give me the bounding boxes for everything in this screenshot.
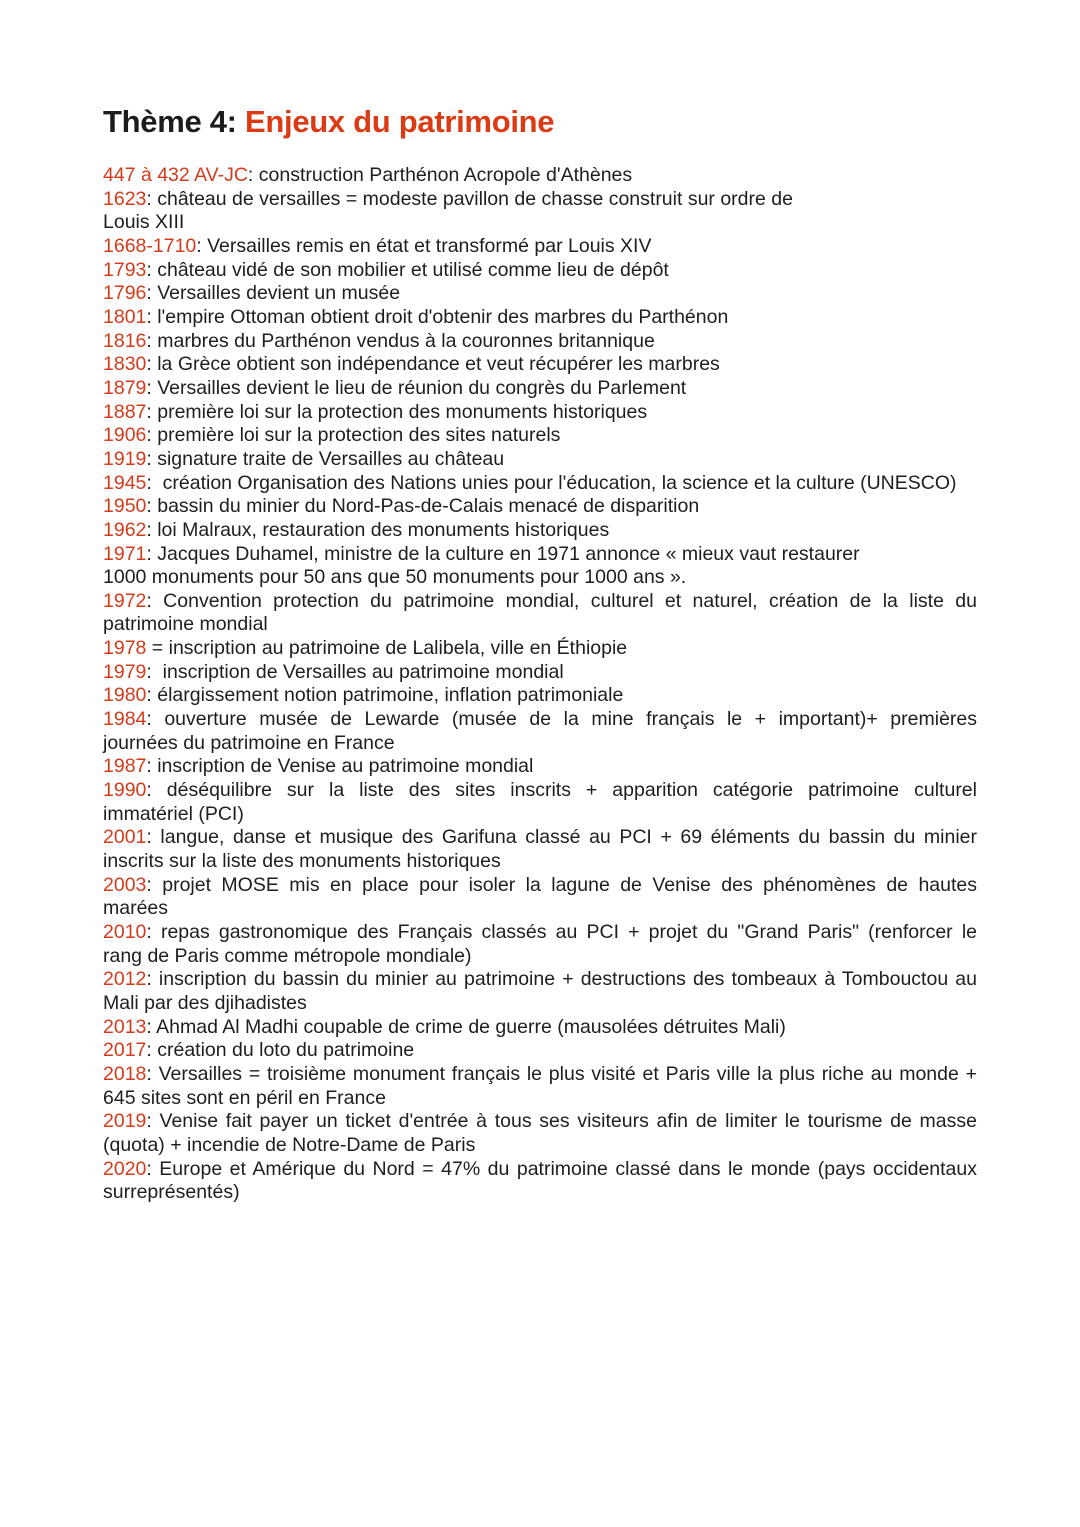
timeline-entry-date: 1984	[103, 708, 147, 731]
timeline-entry-text: : première loi sur la protection des sites naturels	[146, 424, 561, 447]
timeline-entry-first-line	[103, 164, 977, 188]
timeline-entry-date: 1816	[103, 329, 147, 352]
timeline-entry	[103, 921, 977, 968]
timeline-entry-date: 1987	[103, 755, 147, 778]
timeline-entry	[103, 1110, 977, 1157]
timeline-entry-text: : Versailles devient le lieu de réunion du congrès du Parlement	[146, 376, 687, 399]
timeline-entry-cont-line: marées	[103, 897, 169, 920]
timeline-entry-text: : Ahmad Al Madhi coupable de crime de guerre (mausolées détruites Mali)	[146, 1015, 786, 1038]
timeline-entry-first-line	[103, 282, 977, 306]
timeline-entry	[103, 590, 977, 637]
timeline-entry-date: 1945	[103, 471, 147, 494]
timeline-entry-cont-line: immatériel (PCI)	[103, 802, 244, 825]
timeline-entry-date: 1668-1710	[103, 234, 197, 257]
timeline-entry-text: : création Organisation des Nations unies pour l'éducation, la science et la culture (UNESCO)	[146, 471, 957, 494]
timeline-entry-cont-line: rang de Paris comme métropole mondiale)	[103, 944, 472, 967]
timeline-entry-cont-line: 645 sites sont en péril en France	[103, 1086, 386, 1109]
timeline-entry-date: 1919	[103, 447, 147, 470]
timeline-entry-text: : Versailles = troisième monument français le plus visité et Paris ville la plus riche au monde +	[146, 1062, 977, 1085]
timeline-entry-first-line	[103, 377, 977, 401]
timeline-entry-text: : Jacques Duhamel, ministre de la culture en 1971 annonce « mieux vaut restaurer	[146, 542, 860, 565]
timeline-entry	[103, 424, 977, 448]
timeline-entry-first-line	[103, 1063, 977, 1087]
timeline-entry	[103, 543, 977, 590]
timeline-entry-text: : inscription du bassin du minier au patrimoine + destructions des tombeaux à Tombouctou au	[146, 968, 977, 991]
timeline-entry-first-line	[103, 755, 977, 779]
timeline-entry	[103, 495, 977, 519]
timeline-entry	[103, 637, 977, 661]
page-title-prefix: Thème 4:	[103, 104, 246, 139]
timeline-entry-first-line	[103, 259, 977, 283]
timeline-entry-text: : création du loto du patrimoine	[146, 1039, 415, 1062]
timeline-entry	[103, 306, 977, 330]
timeline-entry-date: 2010	[103, 921, 147, 943]
timeline-entry-cont-line: inscrits sur la liste des monuments historiques	[103, 850, 501, 873]
timeline-entry	[103, 353, 977, 377]
timeline-entry-first-line	[103, 874, 977, 898]
timeline-entry-date: 1980	[103, 684, 147, 707]
timeline-entry	[103, 282, 977, 306]
timeline-entry-date: 1972	[103, 589, 147, 612]
timeline-entry	[103, 519, 977, 543]
timeline-entry-text: : Europe et Amérique du Nord = 47% du patrimoine classé dans le monde (pays occidentaux	[146, 1157, 977, 1180]
timeline-entry-first-line	[103, 1158, 977, 1182]
timeline-entry-text: : bassin du minier du Nord-Pas-de-Calais menacé de disparition	[146, 495, 700, 518]
timeline-entry	[103, 188, 977, 235]
timeline-entry-date: 1879	[103, 376, 147, 399]
timeline-entry-first-line	[103, 472, 977, 496]
timeline-entry-text: : projet MOSE mis en place pour isoler la lagune de Venise des phénomènes de hautes	[146, 873, 977, 896]
timeline-entry	[103, 401, 977, 425]
timeline-entry	[103, 164, 977, 188]
timeline-entry-first-line	[103, 424, 977, 448]
timeline-entry-first-line	[103, 708, 977, 732]
timeline-entry-date: 1990	[103, 779, 147, 802]
timeline-entry-first-line	[103, 448, 977, 472]
timeline-entry-text: : Convention protection du patrimoine mondial, culturel et naturel, création de la liste du	[146, 589, 977, 612]
timeline-entry-first-line	[103, 401, 977, 425]
timeline-entry-text: = inscription au patrimoine de Lalibela, ville en Éthiopie	[146, 637, 628, 660]
timeline-entry-cont-line: Louis XIII	[103, 211, 185, 234]
timeline-entry	[103, 779, 977, 826]
timeline-entry-first-line	[103, 968, 977, 992]
timeline-entry-date: 2020	[103, 1157, 147, 1180]
timeline-entry	[103, 826, 977, 873]
timeline-entry-first-line	[103, 779, 977, 803]
timeline-entry-first-line	[103, 1016, 977, 1040]
timeline-entry	[103, 684, 977, 708]
timeline-entry-date: 1830	[103, 353, 147, 376]
timeline-entry-first-line	[103, 590, 977, 614]
timeline-entry-text: : Venise fait payer un ticket d'entrée à tous ses visiteurs afin de limiter le tourisme de masse	[146, 1110, 977, 1133]
timeline-entry-text: : l'empire Ottoman obtient droit d'obtenir des marbres du Parthénon	[146, 305, 729, 328]
timeline-entry-text: : langue, danse et musique des Garifuna classé au PCI + 69 éléments du bassin du minier	[146, 826, 977, 849]
timeline-entry-first-line	[103, 637, 977, 661]
timeline-entry-first-line	[103, 661, 977, 685]
timeline-entry-text: : élargissement notion patrimoine, inflation patrimoniale	[146, 684, 624, 707]
timeline-entry-first-line	[103, 921, 977, 945]
page-title-highlight: Enjeux du patrimoine	[245, 104, 555, 139]
timeline-entry-text: : ouverture musée de Lewarde (musée de la mine français le + important)+ premières	[146, 708, 977, 731]
timeline-entry-first-line	[103, 1039, 977, 1063]
timeline-entry-text: : loi Malraux, restauration des monuments historiques	[146, 518, 610, 541]
timeline-entry-text: : construction Parthénon Acropole d'Athènes	[247, 164, 633, 186]
timeline-entry	[103, 1063, 977, 1110]
timeline-entry-first-line	[103, 188, 977, 212]
timeline-entry-date: 1971	[103, 542, 147, 565]
timeline-entry-date: 1887	[103, 400, 147, 423]
timeline-entry-text: : signature traite de Versailles au château	[146, 447, 505, 470]
timeline-entry-first-line	[103, 684, 977, 708]
timeline-entry	[103, 472, 977, 496]
timeline-entry	[103, 968, 977, 1015]
timeline-entry	[103, 259, 977, 283]
timeline-entry-cont-line: journées du patrimoine en France	[103, 731, 395, 754]
timeline-entry-cont-line: surreprésentés)	[103, 1181, 240, 1204]
timeline-entry-first-line	[103, 519, 977, 543]
timeline-entry-date: 2018	[103, 1062, 147, 1085]
timeline-entry-first-line	[103, 306, 977, 330]
timeline-entry-date: 2013	[103, 1015, 147, 1038]
timeline	[103, 164, 977, 1205]
timeline-entry-text: : château vidé de son mobilier et utilisé comme lieu de dépôt	[146, 258, 669, 281]
timeline-entry-first-line	[103, 1110, 977, 1134]
timeline-entry-date: 1978	[103, 637, 147, 660]
timeline-entry-date: 1801	[103, 305, 147, 328]
timeline-entry-date: 2017	[103, 1039, 147, 1062]
timeline-entry	[103, 755, 977, 779]
timeline-entry-date: 2019	[103, 1110, 147, 1133]
timeline-entry-first-line	[103, 235, 977, 259]
timeline-entry-first-line	[103, 495, 977, 519]
timeline-entry	[103, 1039, 977, 1063]
timeline-entry	[103, 708, 977, 755]
timeline-entry-date: 1979	[103, 660, 147, 683]
timeline-entry-text: : inscription de Venise au patrimoine mondial	[146, 755, 534, 778]
timeline-entry-text: : Versailles remis en état et transformé par Louis XIV	[196, 234, 652, 257]
timeline-entry-date: 447 à 432 AV-JC	[103, 164, 248, 186]
timeline-entry	[103, 448, 977, 472]
timeline-entry-text: : la Grèce obtient son indépendance et veut récupérer les marbres	[146, 353, 720, 376]
timeline-entry-cont-line: Mali par des djihadistes	[103, 991, 307, 1014]
timeline-entry-cont-line: patrimoine mondial	[103, 613, 268, 636]
timeline-entry-date: 1623	[103, 187, 147, 210]
timeline-entry	[103, 1158, 977, 1205]
timeline-entry	[103, 330, 977, 354]
page-title	[103, 104, 977, 140]
timeline-entry	[103, 235, 977, 259]
timeline-entry-first-line	[103, 330, 977, 354]
timeline-entry-text: : Versailles devient un musée	[146, 282, 401, 305]
timeline-entry-text: : château de versailles = modeste pavillon de chasse construit sur ordre de	[146, 187, 793, 210]
timeline-entry-first-line	[103, 353, 977, 377]
timeline-entry-text: : première loi sur la protection des monuments historiques	[146, 400, 648, 423]
timeline-entry-text: : inscription de Versailles au patrimoine mondial	[146, 660, 564, 683]
timeline-entry-cont-line: (quota) + incendie de Notre-Dame de Paris	[103, 1133, 476, 1156]
timeline-entry-date: 1962	[103, 518, 147, 541]
timeline-entry	[103, 661, 977, 685]
timeline-entry	[103, 377, 977, 401]
timeline-entry-text: : repas gastronomique des Français classés au PCI + projet du "Grand Paris" (renforcer le	[146, 921, 977, 943]
timeline-entry-text: : déséquilibre sur la liste des sites inscrits + apparition catégorie patrimoine culturel	[146, 779, 977, 802]
timeline-entry-text: : marbres du Parthénon vendus à la couronnes britannique	[146, 329, 655, 352]
timeline-entry-date: 2003	[103, 873, 147, 896]
timeline-entry-first-line	[103, 826, 977, 850]
timeline-entry-date: 2012	[103, 968, 147, 991]
timeline-entry-date: 1906	[103, 424, 147, 447]
timeline-entry-date: 1796	[103, 282, 147, 305]
timeline-entry-date: 1793	[103, 258, 147, 281]
timeline-entry-cont-line: 1000 monuments pour 50 ans que 50 monuments pour 1000 ans ».	[103, 566, 687, 589]
timeline-entry-first-line	[103, 543, 977, 567]
timeline-entry	[103, 1016, 977, 1040]
timeline-entry	[103, 874, 977, 921]
timeline-entry-date: 1950	[103, 495, 147, 518]
timeline-entry-date: 2001	[103, 826, 147, 849]
